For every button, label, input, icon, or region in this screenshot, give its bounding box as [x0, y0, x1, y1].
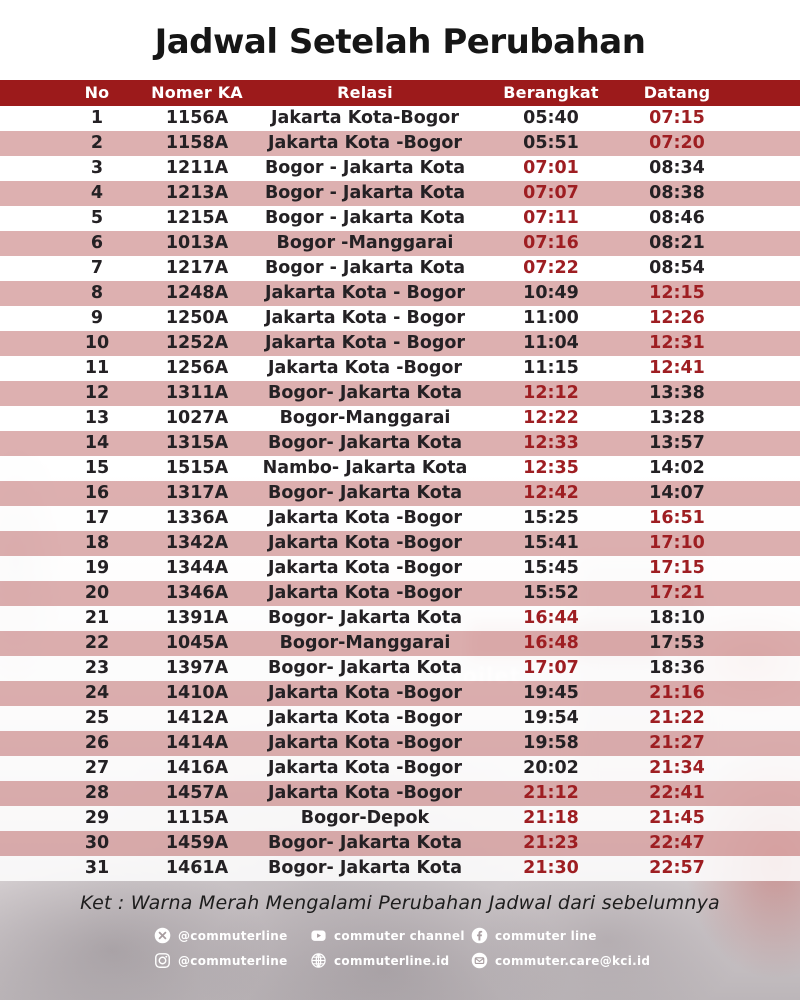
column-header-no: No: [84, 83, 110, 102]
column-header-train-number: Nomer KA: [151, 83, 243, 102]
cell-route: Bogor- Jakarta Kota: [267, 382, 462, 403]
cell-route: Bogor- Jakarta Kota: [267, 607, 462, 628]
cell-route: Jakarta Kota -Bogor: [267, 132, 462, 153]
cell-departure: 07:22: [523, 257, 579, 278]
table-header-row: [0, 80, 800, 106]
youtube-icon: [310, 927, 327, 944]
cell-departure: 17:07: [523, 657, 579, 678]
cell-arrival: 08:38: [649, 182, 705, 203]
cell-train-number: 1311A: [165, 382, 229, 403]
email-icon: [471, 952, 488, 969]
cell-no: 4: [90, 182, 104, 203]
cell-train-number: 1344A: [165, 557, 229, 578]
cell-route: Bogor - Jakarta Kota: [264, 257, 466, 278]
cell-no: 18: [84, 532, 110, 553]
column-header-arrival: Datang: [643, 83, 711, 102]
cell-departure: 12:35: [523, 457, 579, 478]
table-row: [0, 256, 800, 281]
cell-route: Jakarta Kota -Bogor: [267, 532, 462, 553]
table-row: [0, 581, 800, 606]
cell-departure: 21:12: [523, 782, 579, 803]
table-row: [0, 281, 800, 306]
cell-arrival: 08:34: [649, 157, 705, 178]
cell-no: 1: [90, 107, 104, 128]
page-title: Jadwal Setelah Perubahan: [154, 22, 646, 62]
cell-train-number: 1346A: [165, 582, 229, 603]
social-item-instagram: [154, 952, 304, 969]
cell-route: Bogor- Jakarta Kota: [267, 657, 462, 678]
cell-arrival: 21:16: [649, 682, 705, 703]
cell-arrival: 17:10: [649, 532, 705, 553]
cell-departure: 05:40: [523, 107, 579, 128]
cell-arrival: 14:07: [649, 482, 705, 503]
table-row: [0, 806, 800, 831]
cell-arrival: 21:27: [649, 732, 705, 753]
cell-no: 19: [84, 557, 110, 578]
table-row: [0, 756, 800, 781]
cell-train-number: 1410A: [165, 682, 229, 703]
cell-train-number: 1461A: [165, 857, 229, 878]
social-item-youtube: [310, 927, 465, 944]
social-label: @commuterline: [178, 928, 288, 943]
table-row: [0, 431, 800, 456]
table-row: [0, 206, 800, 231]
cell-arrival: 13:38: [649, 382, 705, 403]
table-row: [0, 731, 800, 756]
cell-arrival: 08:21: [649, 232, 705, 253]
cell-route: Bogor - Jakarta Kota: [264, 157, 466, 178]
cell-train-number: 1158A: [165, 132, 229, 153]
cell-route: Bogor - Jakarta Kota: [264, 207, 466, 228]
cell-departure: 15:45: [523, 557, 579, 578]
cell-train-number: 1252A: [165, 332, 229, 353]
cell-train-number: 1215A: [165, 207, 229, 228]
cell-route: Bogor- Jakarta Kota: [267, 482, 462, 503]
cell-route: Jakarta Kota -Bogor: [267, 732, 462, 753]
cell-no: 7: [90, 257, 104, 278]
cell-arrival: 21:34: [649, 757, 705, 778]
cell-no: 20: [84, 582, 110, 603]
cell-arrival: 07:20: [649, 132, 705, 153]
cell-no: 14: [84, 432, 110, 453]
cell-no: 21: [84, 607, 110, 628]
social-item-twitter: [154, 927, 304, 944]
cell-arrival: 14:02: [649, 457, 705, 478]
cell-train-number: 1315A: [165, 432, 229, 453]
globe-icon: [310, 952, 327, 969]
table-row: [0, 406, 800, 431]
table-row: [0, 506, 800, 531]
cell-train-number: 1013A: [165, 232, 229, 253]
table-row: [0, 706, 800, 731]
cell-route: Bogor-Depok: [300, 807, 430, 828]
cell-arrival: 12:26: [649, 307, 705, 328]
social-item-website: [310, 952, 465, 969]
table-row: [0, 456, 800, 481]
social-label: @commuterline: [178, 953, 288, 968]
cell-route: Jakarta Kota-Bogor: [271, 107, 459, 128]
cell-departure: 11:04: [523, 332, 579, 353]
cell-departure: 19:58: [523, 732, 579, 753]
cell-train-number: 1459A: [165, 832, 229, 853]
cell-arrival: 18:10: [649, 607, 705, 628]
cell-no: 10: [84, 332, 110, 353]
social-item-email: [471, 952, 651, 969]
cell-no: 9: [90, 307, 104, 328]
cell-arrival: 21:45: [649, 807, 705, 828]
table-row: [0, 531, 800, 556]
cell-train-number: 1391A: [165, 607, 229, 628]
table-row: [0, 556, 800, 581]
cell-departure: 15:25: [523, 507, 579, 528]
cell-route: Bogor- Jakarta Kota: [267, 857, 462, 878]
cell-route: Nambo- Jakarta Kota: [262, 457, 468, 478]
cell-no: 5: [90, 207, 104, 228]
cell-arrival: 16:51: [649, 507, 705, 528]
cell-train-number: 1457A: [165, 782, 229, 803]
table-row: [0, 831, 800, 856]
cell-no: 26: [84, 732, 110, 753]
cell-departure: 16:44: [523, 607, 579, 628]
cell-no: 23: [84, 657, 110, 678]
x-twitter-icon: [154, 927, 171, 944]
cell-train-number: 1342A: [165, 532, 229, 553]
social-label: commuter.care@kci.id: [495, 953, 651, 968]
social-label: commuterline.id: [334, 953, 450, 968]
facebook-icon: [471, 927, 488, 944]
cell-train-number: 1250A: [165, 307, 229, 328]
table-row: [0, 181, 800, 206]
cell-arrival: 22:57: [649, 857, 705, 878]
cell-no: 2: [90, 132, 104, 153]
cell-route: Jakarta Kota -Bogor: [267, 707, 462, 728]
table-row: [0, 656, 800, 681]
cell-departure: 11:00: [523, 307, 579, 328]
social-links: [0, 927, 800, 969]
cell-train-number: 1213A: [165, 182, 229, 203]
cell-route: Jakarta Kota -Bogor: [267, 582, 462, 603]
cell-arrival: 12:15: [649, 282, 705, 303]
table-row: [0, 331, 800, 356]
cell-departure: 07:11: [523, 207, 579, 228]
table-row: [0, 131, 800, 156]
cell-departure: 12:33: [523, 432, 579, 453]
cell-arrival: 12:31: [649, 332, 705, 353]
cell-no: 28: [84, 782, 110, 803]
cell-departure: 12:22: [523, 407, 579, 428]
cell-departure: 07:01: [523, 157, 579, 178]
cell-departure: 21:18: [523, 807, 579, 828]
cell-route: Bogor- Jakarta Kota: [267, 832, 462, 853]
cell-route: Jakarta Kota - Bogor: [264, 282, 466, 303]
cell-train-number: 1256A: [165, 357, 229, 378]
cell-train-number: 1416A: [165, 757, 229, 778]
social-label: commuter line: [495, 928, 597, 943]
table-row: [0, 681, 800, 706]
cell-departure: 21:30: [523, 857, 579, 878]
cell-no: 27: [84, 757, 110, 778]
cell-route: Jakarta Kota -Bogor: [267, 357, 462, 378]
cell-arrival: 18:36: [649, 657, 705, 678]
cell-arrival: 22:41: [649, 782, 705, 803]
cell-route: Bogor- Jakarta Kota: [267, 432, 462, 453]
cell-no: 16: [84, 482, 110, 503]
cell-route: Jakarta Kota -Bogor: [267, 757, 462, 778]
legend-note: Ket : Warna Merah Mengalami Perubahan Jadwal dari sebelumnya: [80, 892, 720, 914]
cell-route: Jakarta Kota - Bogor: [264, 307, 466, 328]
cell-no: 17: [84, 507, 110, 528]
cell-train-number: 1414A: [165, 732, 229, 753]
table-row: [0, 106, 800, 131]
cell-departure: 20:02: [523, 757, 579, 778]
table-row: [0, 781, 800, 806]
social-item-facebook: [471, 927, 646, 944]
cell-no: 22: [84, 632, 110, 653]
cell-train-number: 1248A: [165, 282, 229, 303]
cell-arrival: 07:15: [649, 107, 705, 128]
cell-route: Bogor-Manggarai: [279, 407, 451, 428]
social-label: commuter channel: [334, 928, 465, 943]
table-row: [0, 231, 800, 256]
cell-route: Bogor - Jakarta Kota: [264, 182, 466, 203]
cell-arrival: 21:22: [649, 707, 705, 728]
cell-departure: 12:42: [523, 482, 579, 503]
cell-train-number: 1211A: [165, 157, 229, 178]
cell-route: Jakarta Kota -Bogor: [267, 782, 462, 803]
cell-route: Bogor-Manggarai: [279, 632, 451, 653]
cell-departure: 19:45: [523, 682, 579, 703]
cell-train-number: 1027A: [165, 407, 229, 428]
cell-arrival: 17:21: [649, 582, 705, 603]
cell-no: 8: [90, 282, 104, 303]
cell-departure: 19:54: [523, 707, 579, 728]
cell-departure: 07:16: [523, 232, 579, 253]
cell-train-number: 1156A: [165, 107, 229, 128]
cell-no: 31: [84, 857, 110, 878]
cell-route: Jakarta Kota - Bogor: [264, 332, 466, 353]
cell-departure: 15:41: [523, 532, 579, 553]
cell-no: 13: [84, 407, 110, 428]
cell-arrival: 12:41: [649, 357, 705, 378]
cell-route: Bogor -Manggarai: [276, 232, 454, 253]
cell-no: 3: [90, 157, 104, 178]
table-row: [0, 631, 800, 656]
cell-train-number: 1515A: [165, 457, 229, 478]
column-header-departure: Berangkat: [503, 83, 599, 102]
table-row: [0, 606, 800, 631]
cell-train-number: 1397A: [165, 657, 229, 678]
table-row: [0, 481, 800, 506]
cell-departure: 15:52: [523, 582, 579, 603]
cell-departure: 10:49: [523, 282, 579, 303]
cell-departure: 21:23: [523, 832, 579, 853]
cell-arrival: 08:54: [649, 257, 705, 278]
cell-no: 11: [84, 357, 110, 378]
cell-departure: 16:48: [523, 632, 579, 653]
cell-no: 25: [84, 707, 110, 728]
cell-no: 12: [84, 382, 110, 403]
cell-no: 6: [90, 232, 104, 253]
table-row: [0, 356, 800, 381]
cell-route: Jakarta Kota -Bogor: [267, 507, 462, 528]
cell-train-number: 1217A: [165, 257, 229, 278]
cell-no: 24: [84, 682, 110, 703]
table-row: [0, 856, 800, 881]
cell-no: 29: [84, 807, 110, 828]
cell-arrival: 17:53: [649, 632, 705, 653]
cell-train-number: 1317A: [165, 482, 229, 503]
cell-train-number: 1412A: [165, 707, 229, 728]
table-row: [0, 156, 800, 181]
cell-departure: 11:15: [523, 357, 579, 378]
cell-train-number: 1045A: [165, 632, 229, 653]
cell-route: Jakarta Kota -Bogor: [267, 682, 462, 703]
cell-departure: 12:12: [523, 382, 579, 403]
table-row: [0, 306, 800, 331]
cell-arrival: 08:46: [649, 207, 705, 228]
table-row: [0, 381, 800, 406]
cell-train-number: 1336A: [165, 507, 229, 528]
cell-route: Jakarta Kota -Bogor: [267, 557, 462, 578]
cell-no: 30: [84, 832, 110, 853]
column-header-route: Relasi: [337, 83, 393, 102]
cell-no: 15: [84, 457, 110, 478]
cell-arrival: 22:47: [649, 832, 705, 853]
table-body: [0, 106, 800, 881]
cell-departure: 05:51: [523, 132, 579, 153]
cell-train-number: 1115A: [165, 807, 229, 828]
instagram-icon: [154, 952, 171, 969]
cell-arrival: 13:28: [649, 407, 705, 428]
cell-departure: 07:07: [523, 182, 579, 203]
cell-arrival: 13:57: [649, 432, 705, 453]
cell-arrival: 17:15: [649, 557, 705, 578]
